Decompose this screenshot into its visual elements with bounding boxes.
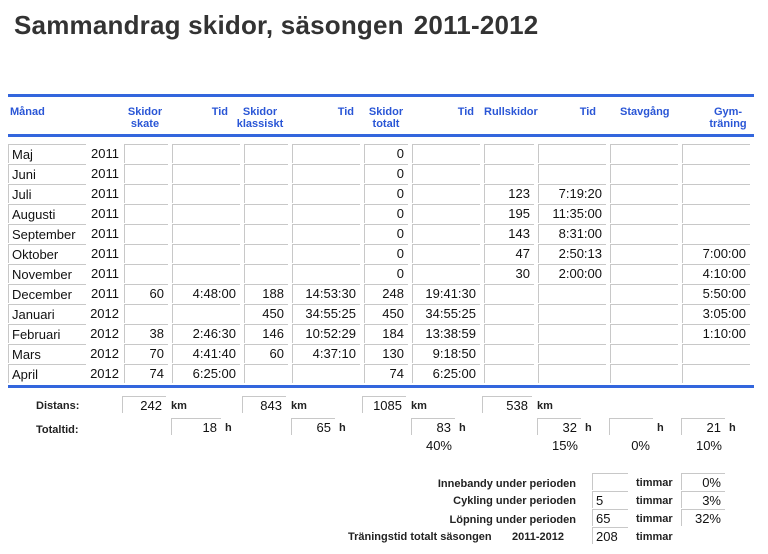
header-stavgang: Stavgång: [620, 106, 670, 118]
cell-klass: [244, 204, 288, 223]
header-tid-3: Tid: [457, 106, 474, 118]
pct-stav: 0%: [631, 438, 650, 453]
header-tid-4: Tid: [579, 106, 596, 118]
lopning-value: 65: [592, 509, 628, 526]
lopning-label: Löpning under perioden: [449, 514, 576, 526]
cell-tot: 0: [396, 266, 404, 281]
cell-tid2: 34:55:25: [305, 306, 356, 321]
cell-tid2: [292, 144, 360, 163]
cell-klass: [244, 264, 288, 283]
cell-klass: [244, 144, 288, 163]
cell-year: 2011: [91, 146, 119, 161]
header-totalt: [360, 106, 412, 130]
cell-tot: 0: [396, 206, 404, 221]
distans-skate-unit: km: [171, 400, 187, 412]
total-season: 2011-2012: [512, 531, 564, 543]
cell-tid4: [538, 344, 606, 363]
cell-rull: 30: [515, 266, 530, 281]
header-skate-line1: Skidor: [127, 106, 163, 118]
lopning-pct: 32%: [681, 509, 725, 526]
cell-gym: 4:10:00: [702, 266, 746, 281]
cell-klass: 450: [262, 306, 284, 321]
header-klassiskt-line1: Skidor: [242, 106, 278, 118]
distans-rull: 538: [482, 396, 532, 413]
cell-tid3: [412, 244, 480, 263]
cell-rull: 195: [508, 206, 530, 221]
cell-klass: [244, 364, 288, 383]
cell-tid4: [538, 304, 606, 323]
cell-klass: [244, 184, 288, 203]
cell-tid2: [292, 224, 360, 243]
totaltid-skate: 18: [171, 418, 221, 435]
cell-year: 2011: [91, 226, 119, 241]
cell-gym: [682, 184, 750, 203]
cell-skate: [124, 204, 168, 223]
cell-stav: [610, 204, 678, 223]
title-text: Sammandrag skidor, säsongen: [14, 10, 404, 40]
cell-stav: [610, 304, 678, 323]
cell-gym: [682, 144, 750, 163]
cell-gym: [682, 364, 750, 383]
header-skate: [118, 106, 172, 130]
cykling-unit: timmar: [636, 495, 673, 507]
header-gym-line2: träning: [709, 118, 747, 130]
innebandy-unit: timmar: [636, 477, 673, 489]
cell-tot: 450: [382, 306, 404, 321]
cell-month: December: [8, 284, 86, 303]
cell-tid4: [538, 324, 606, 343]
cell-tid3: 6:25:00: [432, 366, 476, 381]
cell-tid3: [412, 164, 480, 183]
cell-tot: 248: [382, 286, 404, 301]
cell-month: Juni: [8, 164, 86, 183]
distans-label: Distans:: [36, 400, 80, 412]
cell-rull: [484, 364, 534, 383]
cell-year: 2012: [90, 326, 119, 341]
table-bottom-rule: [8, 385, 754, 388]
pct-gym: 10%: [695, 438, 722, 453]
totaltid-gym: 21: [681, 418, 725, 435]
cell-skate: 70: [149, 346, 164, 361]
pct-rull: 15%: [551, 438, 578, 453]
cell-rull: 123: [508, 186, 530, 201]
cell-tot: 0: [396, 146, 404, 161]
cell-skate: [124, 144, 168, 163]
cell-month: Juli: [8, 184, 86, 203]
cell-tid1: [172, 144, 240, 163]
cell-month: September: [8, 224, 86, 243]
cell-stav: [610, 324, 678, 343]
cell-year: 2012: [90, 346, 119, 361]
cell-tid2: 10:52:29: [305, 326, 356, 341]
cell-tid3: [412, 184, 480, 203]
total-unit: timmar: [636, 531, 673, 543]
cell-tid2: [292, 264, 360, 283]
cell-tid4: [538, 284, 606, 303]
cell-stav: [610, 164, 678, 183]
cell-skate: 60: [149, 286, 164, 301]
header-totalt-line1: Skidor: [368, 106, 404, 118]
cell-tid2: 4:37:10: [312, 346, 356, 361]
header-klassiskt: [230, 106, 290, 130]
totaltid-skate-unit: h: [225, 422, 232, 434]
cell-rull: [484, 304, 534, 323]
header-tid-1: Tid: [211, 106, 228, 118]
cell-rull: [484, 284, 534, 303]
cell-tid1: [172, 304, 240, 323]
cell-gym: [682, 344, 750, 363]
header-tid-2: Tid: [337, 106, 354, 118]
cell-tot: 0: [396, 246, 404, 261]
cell-skate: [124, 164, 168, 183]
cell-tot: 130: [382, 346, 404, 361]
cell-tid1: 4:48:00: [192, 286, 236, 301]
totaltid-klassiskt: 65: [291, 418, 335, 435]
cell-tot: 0: [396, 166, 404, 181]
cell-year: 2011: [91, 206, 119, 221]
cell-gym: 3:05:00: [702, 306, 746, 321]
cell-stav: [610, 364, 678, 383]
cell-year: 2011: [91, 286, 119, 301]
header-gymtraning: [700, 106, 756, 130]
distans-rull-unit: km: [537, 400, 553, 412]
cell-tid2: [292, 204, 360, 223]
cell-tid4: [538, 144, 606, 163]
cell-year: 2011: [91, 166, 119, 181]
cykling-value: 5: [592, 491, 628, 508]
cell-stav: [610, 144, 678, 163]
cell-rull: [484, 324, 534, 343]
cell-month: Oktober: [8, 244, 86, 263]
cell-tid3: [412, 204, 480, 223]
cell-tid4: 11:35:00: [552, 206, 602, 221]
cell-klass: 60: [269, 346, 284, 361]
cell-year: 2011: [91, 266, 119, 281]
cell-month: Januari: [8, 304, 86, 323]
header-month: Månad: [10, 106, 45, 118]
cell-year: 2011: [91, 186, 119, 201]
innebandy-label: Innebandy under perioden: [437, 478, 576, 490]
cykling-label: Cykling under perioden: [453, 495, 576, 507]
cell-year: 2012: [90, 366, 119, 381]
header-totalt-line2: totalt: [372, 118, 400, 130]
cell-gym: [682, 204, 750, 223]
cell-skate: [124, 184, 168, 203]
header-rullskidor: Rullskidor: [484, 106, 538, 118]
cell-tid4: 7:19:20: [558, 186, 602, 201]
title-season: 2011-2012: [413, 10, 539, 40]
cell-tot: 184: [382, 326, 404, 341]
page-title: [14, 10, 538, 41]
cell-tid3: 34:55:25: [425, 306, 476, 321]
cell-tid4: [538, 364, 606, 383]
header-gym-line1: Gym-: [713, 106, 743, 118]
distans-totalt-unit: km: [411, 400, 427, 412]
distans-klassiskt: 843: [242, 396, 286, 413]
cell-month: Februari: [8, 324, 86, 343]
cell-skate: [124, 224, 168, 243]
header-klassiskt-line2: klassiskt: [236, 118, 284, 130]
cell-klass: 188: [262, 286, 284, 301]
cell-skate: 38: [149, 326, 164, 341]
cell-tid3: [412, 264, 480, 283]
totaltid-klassiskt-unit: h: [339, 422, 346, 434]
cell-stav: [610, 184, 678, 203]
distans-klassiskt-unit: km: [291, 400, 307, 412]
totaltid-stav: [609, 418, 653, 435]
cell-tid3: 19:41:30: [425, 286, 476, 301]
cell-gym: 7:00:00: [702, 246, 746, 261]
cell-stav: [610, 264, 678, 283]
cell-tid4: [538, 164, 606, 183]
cell-tot: 74: [389, 366, 404, 381]
cell-tid3: [412, 144, 480, 163]
cell-tid1: 6:25:00: [192, 366, 236, 381]
totaltid-rull: 32: [537, 418, 581, 435]
cell-tid1: [172, 184, 240, 203]
cell-rull: [484, 344, 534, 363]
cell-gym: 1:10:00: [702, 326, 746, 341]
distans-skate: 242: [122, 396, 166, 413]
cell-tid1: [172, 224, 240, 243]
cell-tid2: [292, 184, 360, 203]
cell-tid3: 9:18:50: [432, 346, 476, 361]
cell-gym: 5:50:00: [702, 286, 746, 301]
cell-tid2: [292, 364, 360, 383]
cell-tot: 0: [396, 186, 404, 201]
cell-stav: [610, 284, 678, 303]
cell-rull: [484, 144, 534, 163]
cell-tid4: 2:00:00: [558, 266, 602, 281]
innebandy-pct: 0%: [681, 473, 725, 490]
lopning-unit: timmar: [636, 513, 673, 525]
cell-tid1: [172, 204, 240, 223]
cell-tid2: [292, 164, 360, 183]
distans-totalt: 1085: [362, 396, 406, 413]
cell-klass: [244, 244, 288, 263]
cell-skate: [124, 304, 168, 323]
cell-tid2: [292, 244, 360, 263]
cykling-pct: 3%: [681, 491, 725, 508]
cell-tid1: 4:41:40: [192, 346, 236, 361]
cell-stav: [610, 244, 678, 263]
header-top-rule: [8, 94, 754, 97]
header-bottom-rule: [8, 134, 754, 137]
cell-gym: [682, 224, 750, 243]
cell-month: Mars: [8, 344, 86, 363]
cell-rull: [484, 164, 534, 183]
pct-totalt: 40%: [425, 438, 452, 453]
cell-month: Maj: [8, 144, 86, 163]
cell-klass: 146: [262, 326, 284, 341]
header-skate-line2: skate: [130, 118, 160, 130]
cell-skate: [124, 264, 168, 283]
cell-tid4: 8:31:00: [558, 226, 602, 241]
totaltid-rull-unit: h: [585, 422, 592, 434]
cell-rull: 143: [508, 226, 530, 241]
cell-tid1: 2:46:30: [192, 326, 236, 341]
total-value: 208: [592, 527, 628, 544]
cell-month: April: [8, 364, 86, 383]
totaltid-totalt-unit: h: [459, 422, 466, 434]
cell-klass: [244, 164, 288, 183]
cell-klass: [244, 224, 288, 243]
cell-stav: [610, 224, 678, 243]
totaltid-totalt: 83: [411, 418, 455, 435]
cell-stav: [610, 344, 678, 363]
totaltid-label: Totaltid:: [36, 424, 79, 436]
cell-tid3: [412, 224, 480, 243]
cell-rull: 47: [515, 246, 530, 261]
innebandy-value: [592, 473, 628, 490]
cell-tid1: [172, 164, 240, 183]
cell-skate: [124, 244, 168, 263]
cell-tid3: 13:38:59: [425, 326, 476, 341]
cell-year: 2012: [90, 306, 119, 321]
cell-skate: 74: [149, 366, 164, 381]
cell-gym: [682, 164, 750, 183]
cell-tid1: [172, 244, 240, 263]
cell-month: November: [8, 264, 86, 283]
cell-tid2: 14:53:30: [305, 286, 356, 301]
cell-tot: 0: [396, 226, 404, 241]
totaltid-stav-unit: h: [657, 422, 664, 434]
cell-tid1: [172, 264, 240, 283]
total-label: Träningstid totalt säsongen: [348, 531, 492, 543]
cell-year: 2011: [91, 246, 119, 261]
cell-tid4: 2:50:13: [558, 246, 602, 261]
cell-month: Augusti: [8, 204, 86, 223]
totaltid-gym-unit: h: [729, 422, 736, 434]
